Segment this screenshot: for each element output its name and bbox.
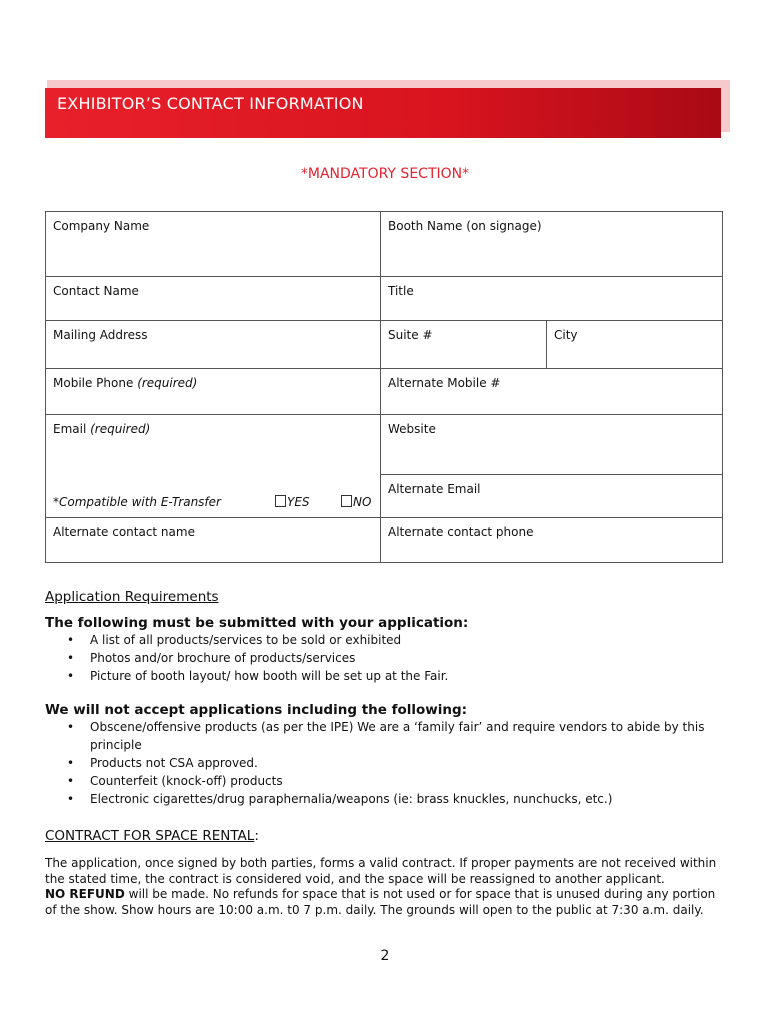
- mobile-phone-label: Mobile Phone: [53, 376, 134, 390]
- etransfer-label: *Compatible with E-Transfer: [53, 495, 221, 509]
- submit-list: [45, 631, 730, 685]
- contract-paragraph: [45, 856, 730, 918]
- suite-label: Suite #: [388, 328, 433, 342]
- alternate-contact-name-label: Alternate contact name: [53, 525, 195, 539]
- suite-field[interactable]: [381, 321, 547, 369]
- list-item: • Photos and/or brochure of products/services: [45, 649, 730, 667]
- contract-heading-row: [45, 828, 730, 844]
- title-label: Title: [388, 284, 414, 298]
- website-field[interactable]: [381, 415, 723, 475]
- alternate-email-label: Alternate Email: [388, 482, 481, 496]
- no-option[interactable]: [341, 495, 371, 509]
- contact-form-table: [45, 211, 723, 563]
- yes-label: YES: [287, 495, 310, 509]
- list-item: • Obscene/offensive products (as per the IPE) We are a ‘family fair’ and require vendors to abide by this principle: [45, 718, 730, 754]
- alternate-mobile-field[interactable]: [381, 369, 723, 415]
- submit-heading: The following must be submitted with your application:: [45, 615, 469, 631]
- mailing-address-label: Mailing Address: [53, 328, 148, 342]
- company-name-label: Company Name: [53, 219, 150, 233]
- alternate-contact-phone-field[interactable]: [381, 518, 723, 563]
- application-requirements-heading: Application Requirements: [45, 589, 219, 605]
- reject-heading: We will not accept applications including the following:: [45, 702, 468, 718]
- email-field[interactable]: [46, 415, 381, 518]
- etransfer-row: [53, 495, 374, 509]
- city-label: City: [554, 328, 578, 342]
- banner-title: EXHIBITOR’S CONTACT INFORMATION: [57, 94, 364, 113]
- alternate-email-field[interactable]: [381, 475, 723, 518]
- mailing-address-field[interactable]: [46, 321, 381, 369]
- contract-text-2: will be made. No refunds for space that is not used or for space that is unused during any portion of the show. Show hours are 10:00 a.m. t0 7 p.m. daily. The grounds will open to the public at 7:30 a.m. daily.: [45, 887, 716, 917]
- mobile-phone-field[interactable]: [46, 369, 381, 415]
- no-checkbox[interactable]: [341, 495, 352, 507]
- reject-list: [45, 718, 730, 808]
- title-field[interactable]: [381, 277, 723, 321]
- booth-name-field[interactable]: [381, 212, 723, 277]
- list-item: • Electronic cigarettes/drug paraphernalia/weapons (ie: brass knuckles, nunchucks, etc.): [45, 790, 730, 808]
- booth-name-label: Booth Name (on signage): [388, 219, 542, 233]
- contract-heading: CONTRACT FOR SPACE RENTAL: [45, 828, 255, 844]
- list-item: • A list of all products/services to be sold or exhibited: [45, 631, 730, 649]
- list-item: • Picture of booth layout/ how booth will be set up at the Fair.: [45, 667, 730, 685]
- alternate-contact-name-field[interactable]: [46, 518, 381, 563]
- no-label: NO: [353, 495, 372, 509]
- page-number: 2: [380, 948, 390, 964]
- company-name-field[interactable]: [46, 212, 381, 277]
- city-field[interactable]: [547, 321, 723, 369]
- mandatory-section-label: *MANDATORY SECTION*: [300, 166, 470, 182]
- contact-name-label: Contact Name: [53, 284, 139, 298]
- no-refund-text: NO REFUND: [45, 887, 125, 901]
- section-banner: [45, 88, 721, 138]
- list-item: • Products not CSA approved.: [45, 754, 730, 772]
- contract-heading-colon: :: [254, 828, 259, 844]
- yes-checkbox[interactable]: [275, 495, 286, 507]
- website-label: Website: [388, 422, 436, 436]
- list-item: • Counterfeit (knock-off) products: [45, 772, 730, 790]
- email-label: Email: [53, 422, 87, 436]
- email-required-note: (required): [90, 422, 151, 436]
- yes-option[interactable]: [275, 495, 310, 509]
- contract-text-1: The application, once signed by both parties, forms a valid contract. If proper payments are not received within the stated time, the contract is considered void, and the space will be reassigned to another applicant.: [45, 856, 717, 886]
- requirements-section: [45, 589, 730, 918]
- alternate-mobile-label: Alternate Mobile #: [388, 376, 501, 390]
- contact-name-field[interactable]: [46, 277, 381, 321]
- mobile-required-note: (required): [137, 376, 198, 390]
- alternate-contact-phone-label: Alternate contact phone: [388, 525, 534, 539]
